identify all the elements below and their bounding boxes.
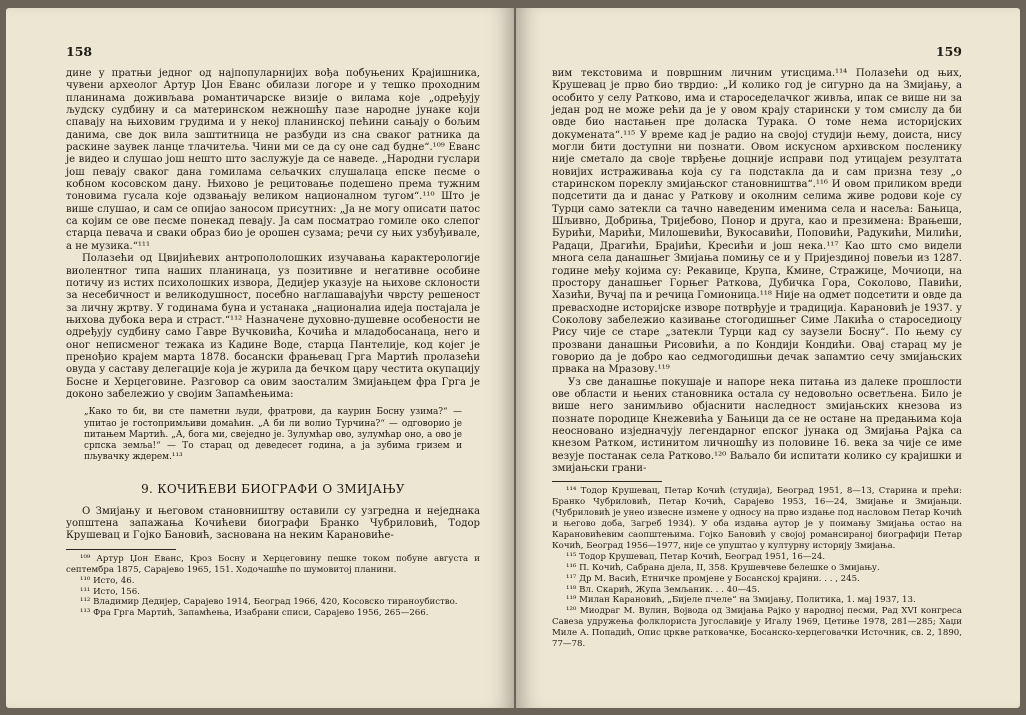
- footnote-112: ¹¹² Владимир Дедијер, Сарајево 1914, Београд 1966, 420, Косовско тираноубиство.: [80, 597, 458, 608]
- footnote-114: ¹¹⁴ Тодор Крушевац, Петар Кочић (студија), Београд 1951, 8—13, Старина и прећи: Бранко Чубриловић, Петар Кочић, Сарајево 1953, 16—24, Змијање и Змијањци. (Чубриловић је унео извесне измене у односу на прво издање под насловом Петар Кочић и његово доба, Загреб 1934). У оба издања аутор је у поимању Змијања остао на Карановићевим саопштењима. Гојко Бановић у својој романсираној биографији Петар Кочић, Београд 1956—1977, није се упуштао у културну историју Змијања.: [552, 486, 962, 551]
- footnote-115: ¹¹⁵ Тодор Крушевац, Петар Кочић, Београд 1951, 16—24.: [566, 551, 826, 562]
- block-quote: „Како то би, ви сте паметни људи, фратрови, да каурин Босну узима?“ — упитао је гостопримљиви домаћин. „А би ли волио Турчина?“ — одговорио је питањем Мартић. „А, бога ми, свеједно је. Зулумћар ово, зулумћар оно, а ово је српска земља!“ — То старац од деведесет година, а ја зубима гризем и пљувачку ждерем.¹¹³: [84, 407, 462, 463]
- chapter-title: 9. КОЧИЋЕВИ БИОГРАФИ О ЗМИЈАЊУ: [141, 481, 405, 496]
- footnote-117: ¹¹⁷ Др М. Васић, Етничке промјене у Босанској крајини. . . , 245.: [566, 573, 860, 584]
- footnote-116: ¹¹⁶ П. Кочић, Сабрана дјела, II, 358. Крушевчеве белешке о Змијању.: [566, 562, 880, 573]
- footnote-120: ¹²⁰ Миодраг М. Вулин, Војвода од Змијања Рајко у народној песми, Рад XVI конгреса Савеза удружења фолклориста Југославије у Игалу 1969, Цетиње 1978, 281—285; Хаџи Миле А. Попадић, Опис цркве ратковачке, Босанско-херцеговачки Источник, св. 2, 1890, 77—78.: [552, 606, 962, 650]
- footnote-119: ¹¹⁹ Милан Карановић, „Бијеле пчеле“ на Змијању, Политика, 1. мај 1937, 13.: [566, 595, 916, 606]
- right-paragraph-1: вим текстовима и површним личним утисцима.¹¹⁴ Полазећи од њих, Крушевац је прво био тврдио: „И колико год је сигурно да на Змијању, а особито у селу Ратково, има и староседелачког живља, ипак се више ни за један род не може рећи да је у овом крају старински у том смислу да би овде био настањен пре доласка Турака. О томе нема историјских докумената“.¹¹⁵ У време кад је радио на својој студији њему, доиста, нису могли бити доступни ни познати. Овом искусном архивском посленику није сметало да своје тврђење доцније исправи под утицајем резултата новијих истраживања која су га подстакла да и сам призна тезу „о старинском пореклу змијањског становништва“.¹¹⁶ И овом приликом вреди подсетити да и данас у Раткову и околним селима живе родови које су Турци само затекли са тачно наведеним именима села и насеља: Бањица, Шљивно, Добриња, Тријебово, Понор и друга, као и презимена: Врањеши, Бурићи, Марићи, Милошевићи, Вукосавићи, Поповићи, Радукићи, Милићи, Радаци, Драгићи, Брајићи, Кресићи и још нека.¹¹⁷ Као што смо видели многа села данашњег Змијања помињу се и у Пријездиној повељи из 1287. године међу којима су: Рекавице, Крупа, Кмине, Стражице, Мочиоци, на простору данашњег Горњег Раткова, Дубичка Гора, Соколово, Павићи, Хазићи, Вучај па и речица Гомионица.¹¹⁸ Није на одмет подсетити и овде да превасходне историјске изворе потврђује и традиција. Карановић је 1937. у Соколову забележио казивање стогодишњег Симе Лакића о староседиоцу Рису чије се старе „затекли Турци кад су заузели Босну“. По њему су прозвани данашњи Рисовићи, а по Кондији Кондићи. Овај старац му је говорио да је добро као седмогодишњи дечак запамтио сечу змијањских првака на Мразову.¹¹⁹: [552, 68, 962, 376]
- left-paragraph-3: О Змијању и његовом становништву оставили су узгредна и неједнака уопштена запажања Кочићеви биографи Бранко Чубриловић, Тодор Крушевац и Гојко Бановић, заснована на неким Карановиће-: [66, 505, 480, 542]
- left-paragraph-2: Полазећи од Цвијићевих антропололошких изучавања карактерологије виолентног типа наших планинаца, уз позитивне и негативне особине потичу из истих психолошких извора, Дедијер указује на њихове склоности за несебичност и великодушност, посебно наглашавајући чврсту решеност за личну жртву. У годинама буна и устанака „националиа идеја постајала је њихова дубока вера и страст.“¹¹² Назначене духовно-душевне особености не одређују судбину само Гавре Вучковића, Кочића и младобосанаца, него и оног неписменог тежака из Кадине Воде, старца Пантелије, код којег је пренођио крајем марта 1878. босански фрањевац Грга Мартић пролазећи овуда у саставу делегације која је журила да бечком цару честита окупацију Босне и Херцеговине. Разговор са овим заосталим Змијањцем фра Грга је доконо забележио у својим Запамћењима:: [66, 253, 480, 400]
- footnote-110: ¹¹⁰ Исто, 46.: [80, 575, 135, 586]
- right-paragraph-2: Уз све данашње покушаје и напоре нека питања из далеке прошлости ове области и њених становника остала су недовољно осветљена. Било је више него занимљиво објаснити наследност змијањских кнезова из познате породице Кнежевића у Бањици да се не остане на предањима која неосновано изједначују легендарног епског јунака од Змијања Рајка са кнезом Ратком, истинитом личношћу из половине 16. века за чије се име везује постанак села Ратково.¹²⁰ Ваљало би испитати колико су крајишки и змијањски грани-: [552, 376, 962, 474]
- footnote-113: ¹¹³ Фра Грга Мартић, Запамћења, Изабрани списи, Сарајево 1956, 265—266.: [80, 608, 429, 619]
- page-number-left: 158: [66, 44, 93, 59]
- footnote-118: ¹¹⁸ Вл. Скарић, Жупа Земљаник. . . 40—45.: [566, 584, 760, 595]
- footnote-109: ¹⁰⁹ Артур Џон Еванс, Кроз Босну и Херцеговину пешке током побуне августа и септембра 1875, Сарајево 1965, 151. Ходочашће по шумовитој планини.: [66, 553, 480, 575]
- left-page: [6, 8, 514, 708]
- page-number-right: 159: [935, 44, 962, 59]
- footnote-rule: [552, 481, 662, 482]
- footnote-111: ¹¹¹ Исто, 156.: [80, 586, 140, 597]
- footnote-rule: [66, 549, 176, 550]
- right-page: [516, 8, 1020, 708]
- left-paragraph-1: дине у пратњи једног од најпопуларнијих вођа побуњених Крајишника, чувени археолог Артур Џон Еванс обилази логоре и у тешко проходним планинама доживљава романтичарске визије о вилама које „одређују људску судбину и са материнском нежношћу пазе народне јунаке који спавају на њиховим грудима и у некој планинској пећини сањају о бољим данима, све док вила заштитница не разбуди из сна сваког ратника да раскине заувек ланце тлачитеља. Чини ми се да су оне сад будне“.¹⁰⁹ Еванс је видео и слушао још нешто што заслужује да се наведе. „Народни гуслари још певају сваког дана гомилама сељачких слушалаца епске песме о кобном косовском дану. Њихово је рецитовање подешено према тужним тоновима гусала које одзвањају великом националном тугом“.¹¹⁰ Што је више слушао, и сам се опијао заносом присутних: „Ја не могу описати патос са којим се ове песме понекад певају. Ја сам посматрао гомиле око слепог старца певача и сваки образ био је орошен сузама; речи су њих узбуђивале, а не музика.“¹¹¹: [66, 68, 480, 252]
